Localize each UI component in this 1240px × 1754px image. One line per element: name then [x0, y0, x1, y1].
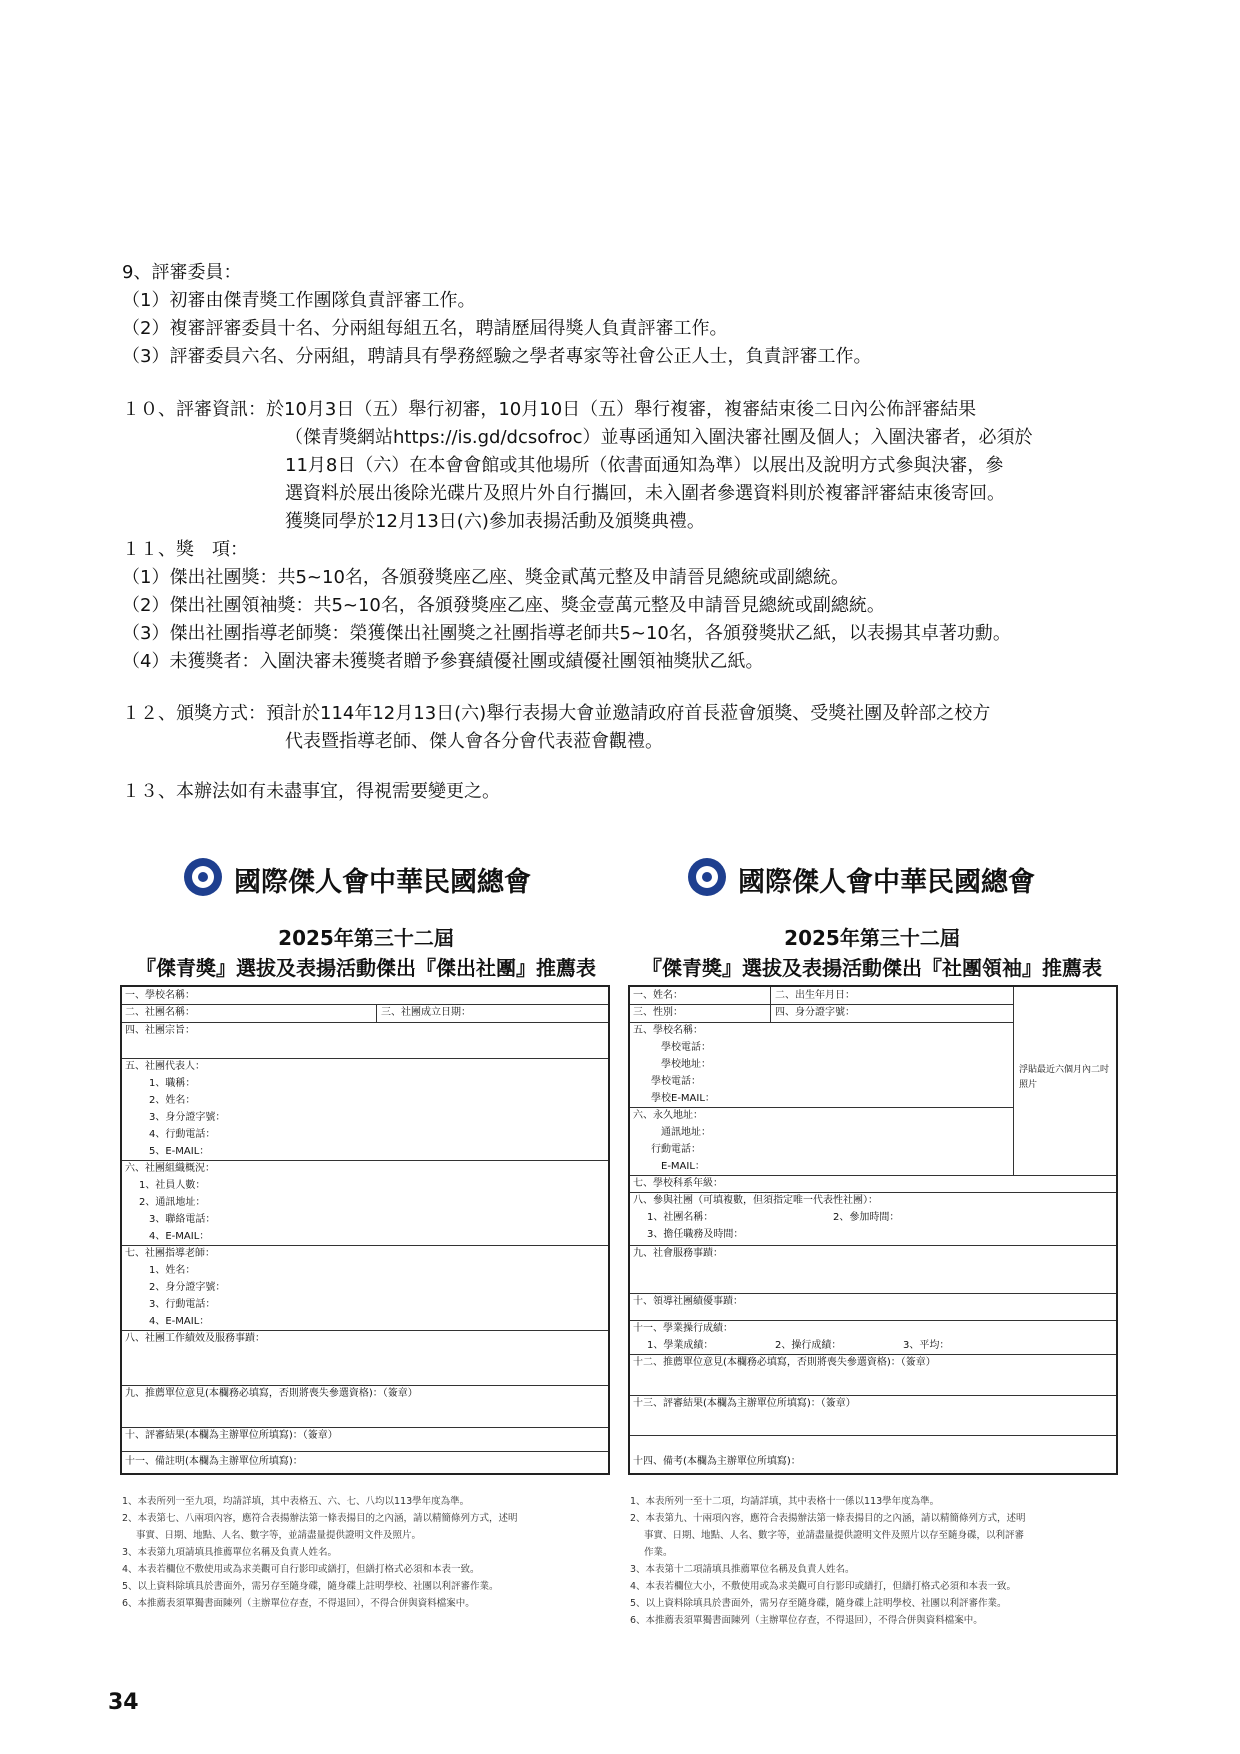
form-field-conduct-grade[interactable]: 2、操行成績： — [775, 1340, 842, 1351]
form-field-school-email[interactable]: 學校E-MAIL： — [651, 1093, 715, 1104]
form-left-note: 5、以上資料除填具於書面外，需另存至隨身碟，隨身碟上註明學校、社團以利評審作業。 — [122, 1581, 499, 1592]
form-field-advisor-email[interactable]: 4、E-MAIL： — [149, 1316, 210, 1327]
form-field-rep-title[interactable]: 1、職稱： — [149, 1078, 196, 1089]
form-field-birthdate[interactable]: 二、出生年月日： — [775, 990, 855, 1001]
form-right-note: 作業。 — [644, 1547, 673, 1558]
form-left-title-year: 2025年第三十二屆 — [278, 926, 454, 950]
form-field-advisor-id[interactable]: 2、身分證字號： — [149, 1282, 226, 1293]
form-section-organization: 六、社團組織概況： — [125, 1163, 215, 1174]
section-11-heading: １１、獎 項： — [122, 539, 248, 560]
form-field-rep-email[interactable]: 5、E-MAIL： — [149, 1146, 210, 1157]
form-left-title: 『傑青獎』選拔及表揚活動傑出『傑出社團』推薦表 — [136, 956, 596, 980]
org-logo-icon — [184, 858, 222, 896]
org-name: 國際傑人會中華民國總會 — [234, 867, 531, 898]
section-11-item: （1）傑出社團獎：共5~10名，各頒發獎座乙座、獎金貳萬元整及申請晉見總統或副總統。 — [122, 567, 849, 588]
section-11-item: （4）未獲獎者：入圍決審未獲獎者贈予參賽績優社團或績優社團領袖獎狀乙紙。 — [122, 651, 764, 672]
form-field-address[interactable]: 2、通訊地址： — [139, 1197, 206, 1208]
form-field-club-purpose[interactable]: 四、社團宗旨： — [125, 1025, 195, 1036]
form-field-school-phone[interactable]: 學校電話： — [661, 1042, 711, 1053]
section-10-line: 獲獎同學於12月13日(六)參加表揚活動及頒獎典禮。 — [285, 511, 705, 532]
form-field-email[interactable]: E-MAIL： — [661, 1161, 705, 1172]
form-left-note: 事實、日期、地點、人名、數字等，並請盡量提供證明文件及照片。 — [136, 1530, 422, 1541]
form-section-grades: 十一、學業操行成績： — [633, 1323, 733, 1334]
form-field-performance[interactable]: 八、社團工作績效及服務事蹟： — [125, 1333, 265, 1344]
form-field-rep-name[interactable]: 2、姓名： — [149, 1095, 196, 1106]
section-9-item: （2）複審評審委員十名、分兩組每組五名，聘請歷屆得獎人負責評審工作。 — [122, 318, 728, 339]
form-field-club-name[interactable]: 1、社團名稱： — [647, 1212, 714, 1223]
page-number: 34 — [108, 1690, 139, 1715]
photo-placeholder: 浮貼最近六個月內二吋照片 — [1019, 1065, 1110, 1090]
form-right-table — [628, 985, 1118, 1475]
form-field-average[interactable]: 3、平均： — [903, 1340, 950, 1351]
form-field-recommender-opinion[interactable]: 九、推薦單位意見(本欄務必填寫，否則將喪失參選資格)：（簽章） — [125, 1388, 418, 1399]
form-section-representative: 五、社團代表人： — [125, 1061, 205, 1072]
form-right-title: 『傑青獎』選拔及表揚活動傑出『社團領袖』推薦表 — [642, 956, 1102, 980]
form-field-position-time[interactable]: 3、擔任職務及時間： — [647, 1229, 744, 1240]
form-field-founding-date[interactable]: 三、社團成立日期： — [381, 1007, 471, 1018]
section-11-item: （2）傑出社團領袖獎：共5~10名，各頒發獎座乙座、獎金壹萬元整及申請晉見總統或副總統。 — [122, 595, 885, 616]
section-9-item: （1）初審由傑青獎工作團隊負責評審工作。 — [122, 290, 476, 311]
section-10-line: １０、評審資訊：於10月3日（五）舉行初審，10月10日（五）舉行複審，複審結束後二日內公佈評審結果 — [122, 399, 977, 420]
form-field-rep-id[interactable]: 3、身分證字號： — [149, 1112, 226, 1123]
section-10-line: 選資料於展出後除光碟片及照片外自行攜回，未入圍者參選資料則於複審評審結束後寄回。 — [285, 483, 1005, 504]
form-field-rep-phone[interactable]: 4、行動電話： — [149, 1129, 216, 1140]
section-11-item: （3）傑出社團指導老師獎：榮獲傑出社團獎之社團指導老師共5~10名，各頒發獎狀乙紙，以表揚其卓著功勳。 — [122, 623, 1011, 644]
section-12-line: １２、頒獎方式：預計於114年12月13日(六)舉行表揚大會並邀請政府首長蒞會頒獎、受獎社團及幹部之校方 — [122, 703, 991, 724]
form-right-title-year: 2025年第三十二屆 — [784, 926, 960, 950]
form-field-contact-phone[interactable]: 3、聯絡電話： — [149, 1214, 216, 1225]
form-field-school-name[interactable]: 五、學校名稱： — [633, 1025, 703, 1036]
form-right-note: 5、以上資料除填具於書面外，需另存至隨身碟，隨身碟上註明學校、社團以利評審作業。 — [630, 1598, 1007, 1609]
form-field-mobile-phone[interactable]: 行動電話： — [651, 1144, 701, 1155]
form-left-note: 4、本表若欄位不敷使用或為求美觀可自行影印或繕打，但繕打格式必須和本表一致。 — [122, 1564, 480, 1575]
form-field-academic-grade[interactable]: 1、學業成績： — [647, 1340, 714, 1351]
form-right-note: 1、本表所列一至十二項，均請詳填，其中表格十一係以113學年度為準。 — [630, 1496, 940, 1507]
form-field-recommender-opinion[interactable]: 十二、推薦單位意見(本欄務必填寫，否則將喪失參選資格)：（簽章） — [633, 1357, 936, 1368]
form-field-advisor-name[interactable]: 1、姓名： — [149, 1265, 196, 1276]
form-right-note: 4、本表若欄位大小，不敷使用或為求美觀可自行影印或繕打，但繕打格式必須和本表一致。 — [630, 1581, 1017, 1592]
org-logo-icon — [688, 858, 726, 896]
form-left-note: 2、本表第七、八兩項內容，應符合表揚辦法第一條表揚目的之內涵，請以精簡條列方式，述明 — [122, 1513, 518, 1524]
form-field-remarks[interactable]: 十一、備註明(本欄為主辦單位所填寫)： — [125, 1456, 303, 1467]
section-9-heading: 9、評審委員： — [122, 262, 242, 283]
form-field-department-grade[interactable]: 七、學校科系年級： — [633, 1178, 723, 1189]
form-right-note: 事實、日期、地點、人名、數字等，並請盡量提供證明文件及照片以存至隨身碟，以利評審 — [644, 1530, 1025, 1541]
section-13-line: １３、本辦法如有未盡事宜，得視需要變更之。 — [122, 781, 500, 802]
form-field-review-result[interactable]: 十三、評審結果(本欄為主辦單位所填寫)：（簽章） — [633, 1398, 856, 1409]
form-field-review-result[interactable]: 十、評審結果(本欄為主辦單位所填寫)：（簽章） — [125, 1430, 338, 1441]
form-field-email[interactable]: 4、E-MAIL： — [149, 1231, 210, 1242]
form-section-advisor: 七、社團指導老師： — [125, 1248, 215, 1259]
section-12-line: 代表暨指導老師、傑人會各分會代表蒞會觀禮。 — [285, 731, 663, 752]
form-field-social-service[interactable]: 九、社會服務事蹟： — [633, 1248, 723, 1259]
form-left-note: 6、本推薦表須單獨書面陳列（主辦單位存查，不得退回），不得合併與資料檔案中。 — [122, 1598, 475, 1609]
section-9-item: （3）評審委員六名、分兩組，聘請具有學務經驗之學者專家等社會公正人士，負責評審工作。 — [122, 346, 872, 367]
form-left-note: 3、本表第九項請填具推薦單位名稱及負責人姓名。 — [122, 1547, 338, 1558]
form-field-school-name[interactable]: 一、學校名稱： — [125, 990, 195, 1001]
form-field-school-address[interactable]: 學校地址： — [661, 1059, 711, 1070]
form-field-member-count[interactable]: 1、社員人數： — [139, 1180, 206, 1191]
form-field-permanent-address[interactable]: 六、永久地址： — [633, 1110, 703, 1121]
form-left-table — [120, 985, 610, 1475]
form-section-clubs: 八、參與社團（可填複數，但須指定唯一代表性社團）： — [633, 1195, 878, 1206]
section-10-line: （傑青獎網站https://is.gd/dcsofroc）並專函通知入圍決審社團及個人；入圍決審者，必須於 — [285, 427, 1033, 448]
form-right-note: 3、本表第十二項請填具推薦單位名稱及負責人姓名。 — [630, 1564, 855, 1575]
form-field-join-time[interactable]: 2、參加時間： — [833, 1212, 900, 1223]
form-right-note: 2、本表第九、十兩項內容，應符合表揚辦法第一條表揚目的之內涵，請以精簡條列方式，述明 — [630, 1513, 1026, 1524]
form-field-id-number[interactable]: 四、身分證字號： — [775, 1007, 855, 1018]
form-field-gender[interactable]: 三、性別： — [633, 1007, 683, 1018]
form-field-school-phone-2[interactable]: 學校電話： — [651, 1076, 701, 1087]
org-name: 國際傑人會中華民國總會 — [738, 867, 1035, 898]
form-field-advisor-phone[interactable]: 3、行動電話： — [149, 1299, 216, 1310]
form-field-remarks[interactable]: 十四、備考(本欄為主辦單位所填寫)： — [633, 1456, 801, 1467]
section-10-line: 11月8日（六）在本會會館或其他場所（依書面通知為準）以展出及說明方式參與決審，參 — [285, 455, 1004, 476]
form-field-leadership[interactable]: 十、領導社團績優事蹟： — [633, 1296, 743, 1307]
form-field-club-name[interactable]: 二、社團名稱： — [125, 1007, 195, 1018]
form-right-note: 6、本推薦表須單獨書面陳列（主辦單位存查，不得退回），不得合併與資料檔案中。 — [630, 1615, 983, 1626]
form-left-note: 1、本表所列一至九項，均請詳填，其中表格五、六、七、八均以113學年度為準。 — [122, 1496, 470, 1507]
form-field-mailing-address[interactable]: 通訊地址： — [661, 1127, 711, 1138]
form-field-name[interactable]: 一、姓名： — [633, 990, 683, 1001]
